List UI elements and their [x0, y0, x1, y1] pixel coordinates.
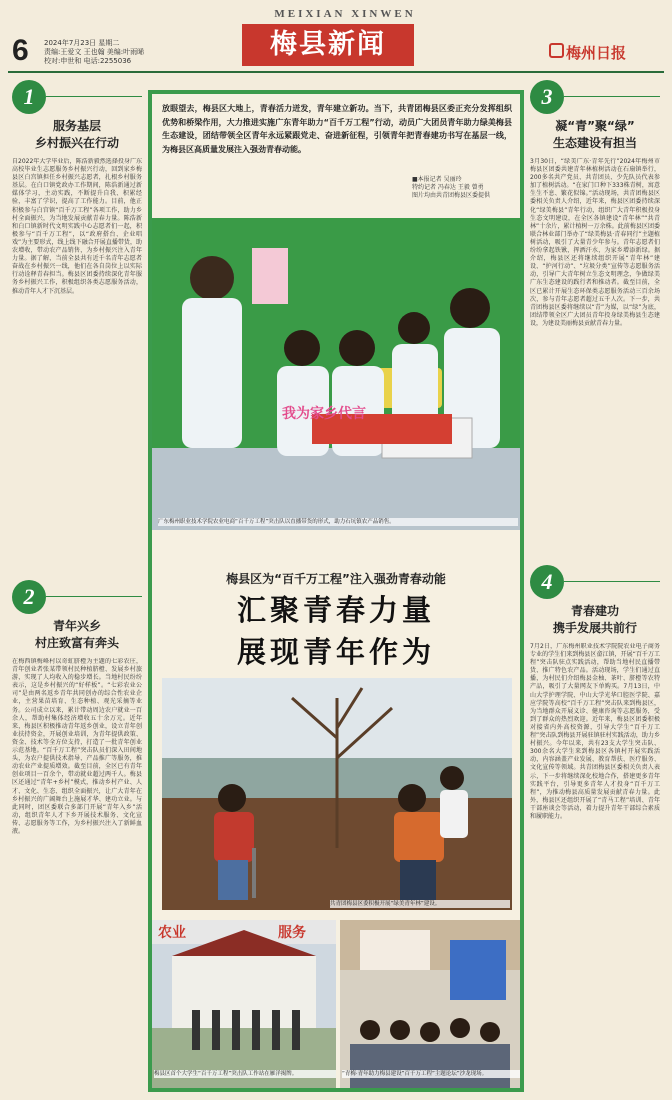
section-masthead: 梅县新闻: [242, 24, 414, 66]
article-body: 7月2日，广东梅州职业技术学院院农业电子商务专业的学生们来到梅县区畲江镇，开展“百千万工程”突击队驻点实践活动，帮助当地村民直播带货、推广特色农产品。活动现场，学生们通过直播，为村民们介绍梅县金柚、茶叶、脐橙等农特产品，吸引了大量网友下单购买。7月13日，中山大学护理学院、中山大学光华口腔医学院、嘉应学院等高校“百千万工程”突击队来到梅县区，为当地群众开展义诊、健康咨询等志愿服务，受到了群众的热烈欢迎。近年来，梅县区团委积极对接省内外高校资源，引导大学生“百千万工程”突击队到梅县开展驻镇驻村实践活动，助力乡村振兴。今年以来，共有23支大学生突击队、300余名大学生来到梅县区各镇村开展实践活动，内容涵盖产业发展、教育帮扶、医疗服务、文化宣传等领域。共青团梅县区委相关负责人表示，下一步将继续深化校地合作，搭建更多青年实践平台，引导更多青年人才投身“百千万工程”，为推动梅县高质量发展贡献青春力量。此外，梅县区还组织开展了“青马工程”培训、青年干部座谈会等活动，着力提升青年干部综合素质和履职能力。: [530, 643, 660, 820]
article-body: 3月30日，“绿美广东·青年先行”2024年梅州市梅县区团委共建青年林植树活动在石扇镇举行，200多名共产党员、共青团员、少先队员代表参加了植树活动。“在家门口种下333株青树，寓意生生不息、繁花似锦。”活动现场，共青团梅县区委相关负责人介绍，近年来，梅县区团委持续深化“绿美梅县”青年行动，组织广大青年积极投身生态文明建设，在全区各镇建设“青年林”“共青林”十余片，累计植树一万余株。此前梅县区团委联合林业部门举办了“绿美梅县·青春同行”主题植树活动，吸引了大量青少年参与。青年志愿者们纷纷拿起铁锹，挥洒汗水，为家乡增添新绿。据介绍，梅县区还将继续组织开展“青年林”建设、“护河行动”、“垃圾分类”宣传等志愿服务活动，引导广大青年树立生态文明理念，争做绿美广东生态建设的践行者和推动者。截至目前，全区已累计开展生态环保类志愿服务活动三百余场次，参与青年志愿者超过五千人次。下一步，共青团梅县区委将继续以“青”为媒，以“绿”为底，团结带领全区广大团员青年投身绿美梅县生态建设，为建设美丽梅县贡献青春力量。: [530, 158, 660, 327]
article-body: 自2022年大学毕业后，陈浩新毅然选择投身广东高校毕业生志愿服务乡村振兴行动，回到家乡梅县区白宫镇担任乡村振兴志愿者，扎根乡村服务基层。在白口镇党政办工作期间，陈浩新通过新媒体学习，主动实践，不断提升自我、积累经验，丰富了学识，提高了工作能力。目前，他正积极参与白宫镇“百千万工程”各项工作，助力乡村全面振兴，为当地发展贡献青春力量。陈浩新和白口镇新时代文明实践中心志愿者们一起，积极参与“百千万工程”，以“政府搭台、企业唱戏”为主要形式，线上线下融合开展直播带货，助农增收，带动农产品销售，为乡村振兴注入青年力量。据了解，当前全县共有近千名青年志愿者奋战在乡村振兴一线，他们在各自岗位上以实际行动诠释青春担当。梅县区团委持续深化青年服务乡村振兴工作，积极组织各类志愿服务活动，推动青年人才下沉基层。: [12, 158, 142, 295]
pinyin-title: MEIXIAN XINWEN: [274, 8, 416, 20]
section-number: 1: [12, 80, 46, 114]
salon-illustration: [340, 920, 520, 1088]
section-divider: [46, 96, 142, 97]
section-number: 2: [12, 580, 46, 614]
editors-line: 责编:王爱文 王也翰 美编:叶雨晞: [44, 48, 145, 56]
byline-line: ■本报记者 吴丽玲: [412, 176, 462, 183]
page-header: [0, 0, 672, 74]
section-2: [12, 580, 142, 1090]
feature-title-line2: 展现青年作为: [236, 635, 435, 669]
photo-tree-planting: [162, 678, 512, 910]
section-title: [12, 118, 142, 152]
article-body: 在梅西镇梅峰村以奇虹脐橙为主题的七彩农庄，青年创业者张某带领村民种植脐橙、发展乡村旅游，实现了人均收入的稳步增长。当地村民纷纷表示，这是乡村振兴的“好样板”。“七彩农业公司”是由两名返乡青年共同创办的综合性农业企业，主营果苗培育、生态种植、观光采摘等业务。公司成立以来，累计带动周边农户就业一百余人，帮助村集体经济增收五十余万元。近年来，梅县区积极推动青年返乡创业，设立青年创业扶持资金，开展创业培训，为青年提供政策、资金、技术等全方位支持，打造了一批青年创业示范基地。“百千万工程”突击队员们深入田间地头，为农户提供技术指导、产品推广等服务，推动农业产业提质增效。截至目前，全区已有青年创业项目一百余个，带动就业超过两千人。梅县区还通过“青年+乡村”模式，推动乡村产业、人才、文化、生态、组织全面振兴，让广大青年在乡村振兴的广阔舞台上施展才华、建功立业。与此同时，团区委联合多部门开展“青年入乡”活动，组织青年人才下乡开展技术服务、文化宣传、志愿服务等工作，为乡村振兴注入了新鲜血液。: [12, 658, 142, 835]
byline: [412, 176, 522, 200]
lead-paragraph: 放眼望去，梅县区大地上，青春活力迸发，青年建立新功。当下，共青团梅县区委正充分发挥组织优势和桥梁作用，大力推进实施广东青年助力“百千万工程”行动，动员广大团员青年助力绿美梅县生态建设，团结带领全区青年永远紧跟党走、奋进新征程，引领青年把青春建功书写在基层一线，为梅县区高质量发展注入强劲青春动能。: [162, 104, 512, 154]
feature-subhead: 梅县区为“百千万工程”注入强劲青春动能: [226, 572, 446, 586]
photo-workstation: [152, 920, 336, 1088]
photo-caption: 广东梅州职业技术学院农业电商“百千万工程”突击队以直播带货的形式，助力石坑镇农产品销售。: [158, 518, 518, 526]
section-divider: [46, 596, 142, 597]
sign-left-text: 农业: [158, 925, 186, 941]
header-rule: [8, 71, 664, 73]
livestream-illustration: [152, 218, 520, 530]
photo-caption: “青梅·青年助力梅县建设”百千万工程”主题论坛”沙龙现场。: [342, 1070, 520, 1078]
title-line: 青年兴乡: [52, 619, 101, 633]
photo-salon: [340, 920, 520, 1088]
paper-logo-icon: [549, 43, 564, 58]
feature-title-line1: 汇聚青春力量: [236, 593, 435, 627]
sign-right-text: 服务: [278, 925, 306, 941]
workstation-illustration: [152, 920, 336, 1088]
date-line: 2024年7月23日 星期二: [44, 39, 120, 47]
section-number: 3: [530, 80, 564, 114]
section-1: [12, 80, 142, 575]
title-line: 服务基层: [52, 119, 101, 133]
section-divider: [564, 581, 660, 582]
section-title: [530, 118, 660, 152]
title-line: 生态建设有担当: [552, 136, 637, 150]
title-line: 青春建功: [570, 604, 619, 618]
tree-planting-illustration: [162, 678, 512, 910]
photo-caption: 共青团梅县区委积极开展“绿美青年林”建设。: [330, 900, 510, 908]
section-4: [530, 565, 660, 1090]
title-line: 凝“青”聚“绿”: [555, 119, 635, 133]
title-line: 携手发展共前行: [552, 621, 637, 635]
proof-line: 校对:申世和 电话:2255036: [44, 57, 132, 65]
feature-box: [148, 90, 524, 1092]
byline-line: 图片均由共青团梅县区委提供: [412, 192, 491, 199]
livestream-sign-text: 我为家乡代言: [282, 406, 366, 422]
editorial-meta: [44, 39, 224, 66]
title-line: 村庄致富有奔头: [34, 636, 119, 650]
photo-caption: 梅县区首个大学生“百千万工程”突击队工作站在雁洋揭牌。: [154, 1070, 336, 1078]
photo-livestream: [152, 218, 520, 530]
section-divider: [564, 96, 660, 97]
paper-logo: 梅州日报: [566, 44, 627, 62]
page-number: 6: [12, 34, 29, 67]
section-3: [530, 80, 660, 555]
section-title: [530, 603, 660, 637]
section-number: 4: [530, 565, 564, 599]
section-title: [12, 618, 142, 652]
byline-line: 特约记者 冯春达 王毅 曾勇: [412, 184, 484, 191]
title-line: 乡村振兴在行动: [34, 136, 119, 150]
